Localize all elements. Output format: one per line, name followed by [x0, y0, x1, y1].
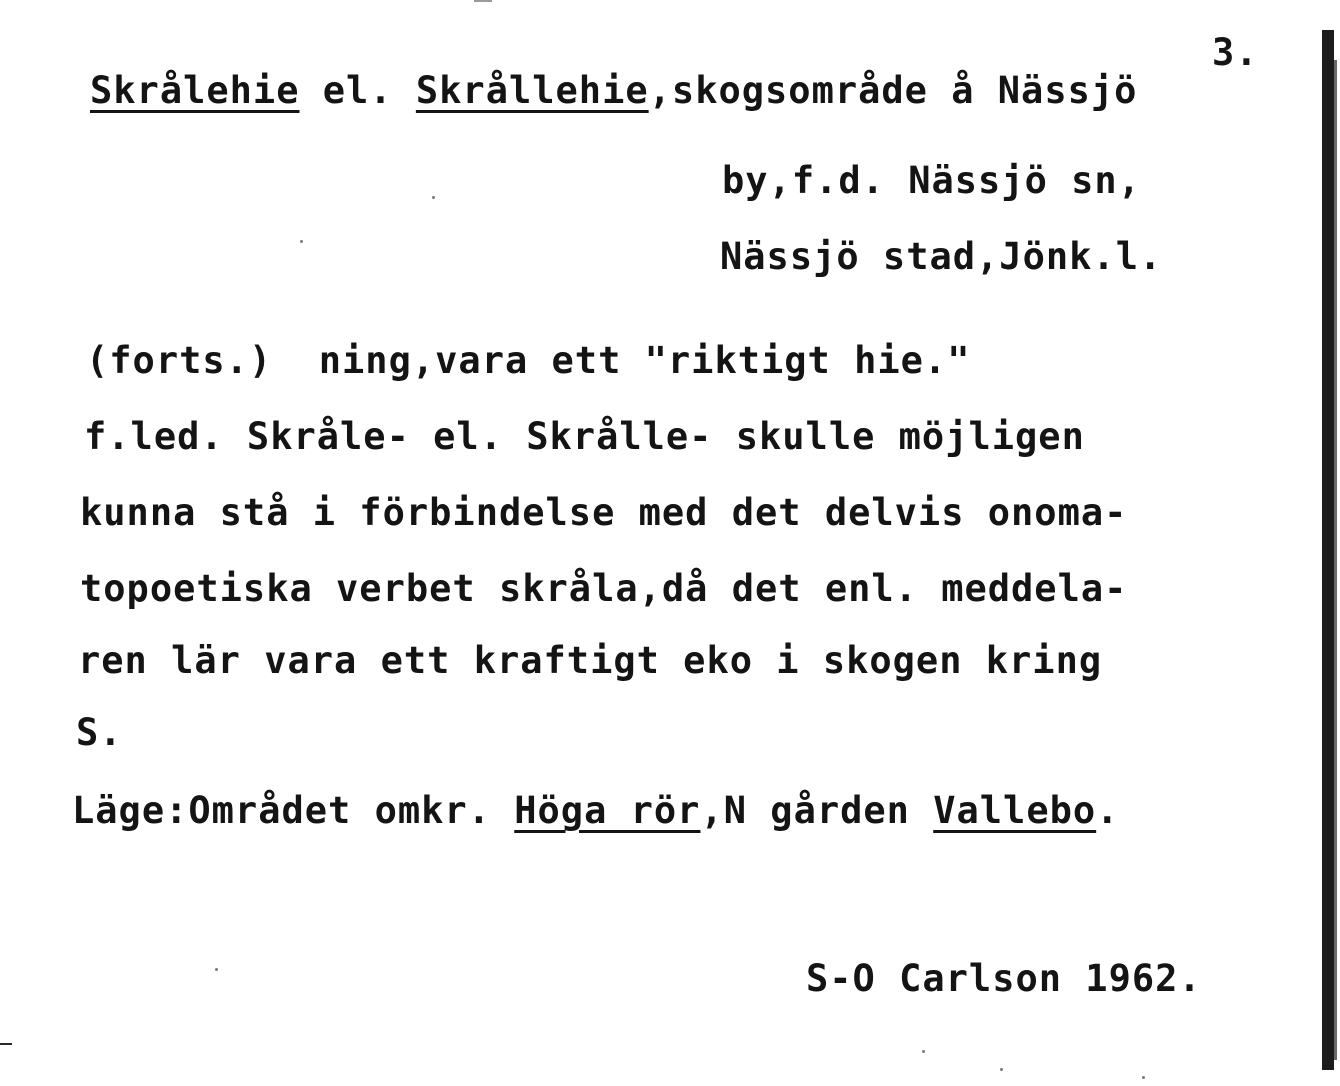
- scan-speck: [922, 1050, 925, 1053]
- location-label: Läge:Området omkr.: [72, 789, 515, 832]
- signature: S-O Carlson 1962.: [806, 957, 1202, 1000]
- headword-connector: el.: [322, 69, 393, 112]
- location-middle: ,N gården: [700, 789, 934, 832]
- location-end: .: [1096, 789, 1120, 832]
- body-line-3: kunna stå i förbindelse med det delvis onoma-: [80, 491, 1128, 534]
- headword: Skrålehie: [90, 69, 300, 112]
- body-line-6: S.: [76, 711, 123, 754]
- body-line-5: ren lär vara ett kraftigt eko i skogen kring: [78, 639, 1103, 682]
- page-number: 3.: [1212, 31, 1259, 74]
- body-line-1: (forts.) ning,vara ett "riktigt hie.": [86, 339, 971, 382]
- header-line-1: [90, 69, 1138, 112]
- scan-speck: [432, 196, 435, 199]
- scan-mark-left: [0, 1043, 12, 1045]
- location-line: [72, 789, 1120, 832]
- header-location-line-2: Nässjö stad,Jönk.l.: [720, 235, 1163, 278]
- scan-speck: [1000, 1068, 1003, 1071]
- body-line-4: topoetiska verbet skråla,då det enl. meddela-: [80, 567, 1128, 610]
- headword-variant: Skrållehie: [415, 69, 649, 112]
- scan-speck: [1142, 1076, 1145, 1079]
- header-location-line-1: by,f.d. Nässjö sn,: [722, 159, 1141, 202]
- body-line-2: f.led. Skråle- el. Skrålle- skulle möjligen: [84, 415, 1085, 458]
- location-place-2: Vallebo: [933, 789, 1097, 832]
- card-edge-shadow-secondary: [1334, 60, 1337, 1060]
- scan-speck: [215, 968, 218, 971]
- location-place-1: Höga rör: [514, 789, 701, 832]
- card-edge-shadow: [1322, 30, 1334, 1070]
- headword-description: ,skogsområde å Nässjö: [648, 69, 1138, 112]
- scan-mark-top: [474, 0, 492, 2]
- scan-speck: [300, 240, 303, 243]
